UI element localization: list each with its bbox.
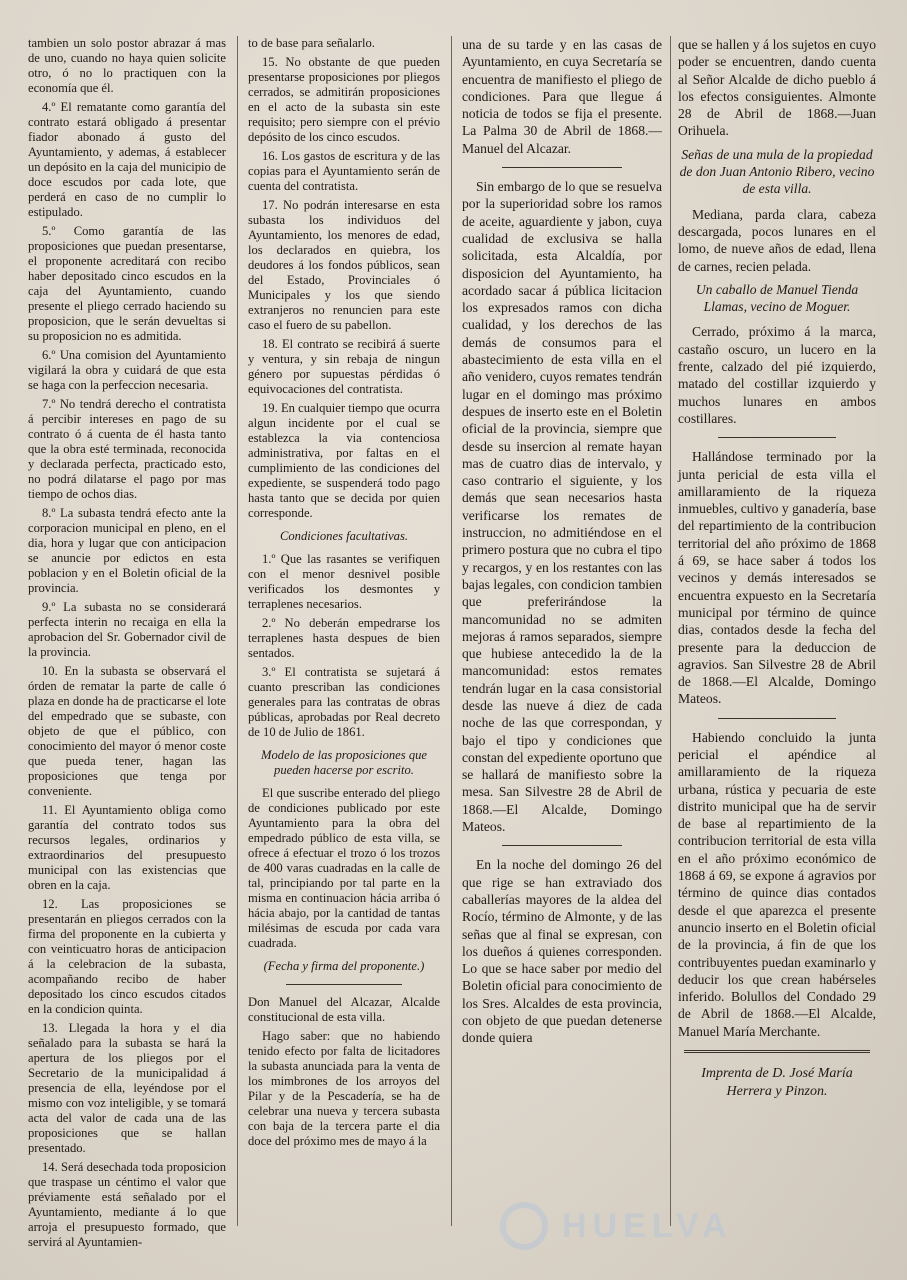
section-heading: Modelo de las proposiciones que pueden hacerse por escrito.	[260, 748, 428, 777]
article-paragraph: 5.º Como garantía de las proposiciones que puedan presentarse, el proponente acreditará con recibo haber depositado cinco escudos en la caja del Ayuntamiento, cuando presente el pliego cerrado haciendo su proposicion, que le serán devueltas si su proposicion no es admitida.	[28, 224, 226, 343]
article-paragraph: 3.º El contratista se sujetará á cuanto prescriban las condiciones generales para las contratas de obras públicas, aprobadas por Real decreto de 10 de Julio de 1861.	[248, 665, 440, 739]
article-paragraph: 11. El Ayuntamiento obliga como garantía del contrato todos sus recursos legales, ordinarios y extraordinarios del presupuesto municipal con las existencias que obren en la caja.	[28, 803, 226, 892]
column-rule	[670, 36, 671, 1226]
article-paragraph: 6.º Una comision del Ayuntamiento vigilará la obra y cuidará de que esta se haga con la perfeccion necesaria.	[28, 348, 226, 392]
article-paragraph: Hago saber: que no habiendo tenido efecto por falta de licitadores la subasta anunciada para la venta de los mimbrones de los arroyos del Pilar y de la Pescadería, se ha de celebrar una nueva y tercera subasta con baja de la tercera parte el dia doce del próximo mes de mayo á la	[248, 1029, 440, 1148]
article-paragraph: Habiendo concluido la junta pericial el apéndice al amillaramiento de la riqueza urbana, rústica y pecuaria de este distrito municipal que ha de servir de base al repartimiento de la contribucion territorial de esta villa en el año próximo económico de 1868 á 69, se expone á agravios por término de quince dias contados desde el que aparezca el presente anuncio inserto en el Boletin oficial de la provincia, á fin de que los contribuyentes puedan examinarlo y deducir los que crean habérseles inferido. Bolullos del Condado 29 de Abril de 1868.—El Alcalde, Manuel María Merchante.	[678, 729, 876, 1039]
section-separator	[718, 718, 837, 719]
article-paragraph: 12. Las proposiciones se presentarán en pliegos cerrados con la firma del proponente en la cubierta y con veinticuatro horas de anticipacion á la celebracion de la subasta, acompañando recibo de haber depositado los cinco escudos citados en la condicion quinta.	[28, 897, 226, 1016]
article-paragraph: 8.º La subasta tendrá efecto ante la corporacion municipal en pleno, en el dia, hora y lugar que con anticipacion se anuncie por edictos en esta poblacion y en el Boletin oficial de la provincia.	[28, 506, 226, 595]
article-paragraph: to de base para señalarlo.	[248, 36, 375, 50]
column-1	[28, 36, 226, 1249]
archive-watermark	[500, 1196, 830, 1256]
section-separator	[502, 167, 622, 168]
watermark-text: HUELVA	[562, 1206, 733, 1245]
article-paragraph: 17. No podrán interesarse en esta subasta los individuos del Ayuntamiento, los menores de edad, los declarados en quiebra, los deudores á los fondos públicos, sean del Estado, Provinciales ó Municipales y los que siendo extranjeros no renuncien para este caso el fuero de su pabellon.	[248, 198, 440, 332]
column-2	[248, 36, 440, 1226]
article-paragraph: En la noche del domingo 26 del que rige se han extraviado dos caballerías mayores de la aldea del Rocío, término de Almonte, y de las señas que al final se expresan, con los dueños á quienes corresponden. Lo que se hace saber por medio del Boletin oficial para conocimiento de los Sres. Alcaldes de esta provincia, con objeto de que puedan detenerse donde quiera	[462, 857, 662, 1046]
article-paragraph: 2.º No deberán empedrarse los terraplenes hasta despues de bien sentados.	[248, 616, 440, 660]
article-paragraph: Cerrado, próximo á la marca, castaño oscuro, un lucero en la frente, calzado del pié izquierdo, matado del costillar izquierdo y muchos lunares en ambos costillares.	[678, 324, 876, 426]
article-paragraph: 1.º Que las rasantes se verifiquen con el menor desnivel posible verificados los desmontes y terraplenes necesarios.	[248, 552, 440, 611]
article-paragraph: Hallándose terminado por la junta pericial de esta villa el amillaramiento de la riqueza inmuebles, cultivo y ganadería, base del repartimiento de la contribucion territorial del año próximo de 1868 á 69, se hace saber á todos los vecinos y demás interesados se encuentra expuesto en la Secretaría municipal por término de quince dias, contados desde la fecha del presente para la deduccion de agravios. San Silvestre 28 de Abril de 1868.—El Alcalde, Domingo Mateos.	[678, 449, 876, 707]
article-paragraph: 13. Llegada la hora y el dia señalado para la subasta se hará la apertura de los pliegos por el Secretario de la municipalidad á presencia de ella, leyéndose por el mismo con voz inteligible, y se tomará acta del valor de cada una de las proposiciones que se hallan presentado.	[28, 1021, 226, 1155]
article-paragraph: 19. En cualquier tiempo que ocurra algun incidente por el cual se establezca la via contenciosa administrativa, por faltas en el cumplimiento de las condiciones del expediente, se suspenderá todo pago hasta tanto que se decida por quien corresponde.	[248, 401, 440, 520]
column-rule	[237, 36, 238, 1226]
article-paragraph: tambien un solo postor abrazar á mas de uno, cuando no haya quien solicite otro, ó no lo practiquen con la economía que él.	[28, 36, 226, 95]
section-heading: Condiciones facultativas.	[279, 529, 409, 543]
article-paragraph: que se hallen y á los sujetos en cuyo poder se encuentren, dando cuenta al Señor Alcalde de dicho pueblo á los efectos consiguientes. Almonte 28 de Abril de 1868.—Juan Orihuela.	[678, 37, 876, 139]
archive-logo-icon	[500, 1202, 548, 1250]
column-4	[678, 36, 876, 1226]
section-heading: (Fecha y firma del proponente.)	[263, 959, 425, 973]
section-separator	[286, 984, 401, 985]
article-paragraph: El que suscribe enterado del pliego de condiciones publicado por este Ayuntamiento para la obra del empedrado público de esta villa, se ofrece á efectuar el trozo ó los trozos de 400 varas cuadradas en la calle de tal, principiando por tal parte en la misma en continuacion hácia arriba ó hácia abajo, por la cantidad de tantas milésimas de escuda por cada vara cuadrada.	[248, 786, 440, 950]
article-paragraph: 18. El contrato se recibirá á suerte y ventura, y sin rebaja de ningun género por supuestas pérdidas ó equivocaciones del contratista.	[248, 337, 440, 396]
article-paragraph: 14. Será desechada toda proposicion que traspase un céntimo el valor que préviamente está señalado por el Ayuntamiento, mediante á lo que arroja el presupuesto formado, que servirá al Ayuntamien-	[28, 1160, 226, 1249]
article-paragraph: 4.º El rematante como garantía del contrato estará obligado á presentar fiador abonado á gusto del Ayuntamiento, y ademas, á establecer un depósito en la caja del municipio de doce escudos por cada lote, que perderá en caso de no cumplir lo estipulado.	[28, 100, 226, 219]
article-paragraph: Don Manuel del Alcazar, Alcalde constitucional de esta villa.	[248, 995, 440, 1024]
article-paragraph: 15. No obstante de que pueden presentarse proposiciones por pliegos cerrados, se admitirán proposiciones en el acto de la subasta sin este requisito; pero siempre con el prévio depósito de los cinco escudos.	[248, 55, 440, 144]
article-paragraph: 7.º No tendrá derecho el contratista á percibir intereses en pago de su contrato ó á cuenta de él hasta tanto que la obra esté terminada, reconocida y declarada perfecta, practicado esto, no podrá dilatarse el pago por mas tiempo de ochos dias.	[28, 397, 226, 501]
article-paragraph: 9.º La subasta no se considerará perfecta interin no recaiga en ella la aprobacion del Sr. Gobernador civil de la provincia.	[28, 600, 226, 659]
column-3	[462, 36, 662, 1226]
article-paragraph: 16. Los gastos de escritura y de las copias para el Ayuntamiento serán de cuenta del contratista.	[248, 149, 440, 193]
section-heading: Señas de una mula de la propiedad de don Juan Antonio Ribero, vecino de esta villa.	[679, 146, 875, 197]
section-separator	[502, 845, 622, 846]
section-heading: Un caballo de Manuel Tienda Llamas, vecino de Moguer.	[695, 281, 859, 315]
section-separator	[684, 1050, 870, 1053]
article-paragraph: Sin embargo de lo que se resuelva por la superioridad sobre los ramos de aceite, aguardiente y jabon, cuya cualidad de exclusiva se halla solicitada, esta Alcaldía, por disposicion del Ayuntamiento, ha acordado sacar á pública licitacion los expresados ramos con dicha cualidad, y los derechos de las demás de consumos para el abastecimiento de esta villa en el año venidero, cuyos remates tendrán lugar en el domingo mas próximo despues de inserto este en el Boletin oficial de la provincia, siempre que desde su insercion al remate hayan mas de cuatro dias de intervalo, y caso contrario el siguiente, y los demás que sean necesarios hasta verificarse los remates de instruccion, no admitiéndose en el primero postura que no cubra el tipo y recargos, y en los restantes con las bajas legales, con condicion tambien que preferirándose la mancomunidad no se admiten mejoras á ramos separados, siempre que hubiese antecedido la de la mancomunidad: estos remates tendrán lugar en la casa consistorial desde las nueve á diez de cada noche de las que correspondan, y bajo el tipo y condiciones que constan del expediente oportuno que se hallará de manifiesto sobre la mesa. San Silvestre 28 de Abril de 1868.—El Alcalde, Domingo Mateos.	[462, 179, 662, 835]
article-paragraph: 10. En la subasta se observará el órden de rematar la parte de calle ó plaza en donde ha de practicarse el lote del empedrado que se subaste, con objeto de que el público, con conocimiento del mayor ó menor coste que pueda tener, hagan las proposiciones que tenga por conveniente.	[28, 664, 226, 798]
imprint-line: Imprenta de D. José María Herrera y Pinzon.	[701, 1066, 853, 1100]
column-rule	[451, 36, 452, 1226]
article-paragraph: Mediana, parda clara, cabeza descargada, pocos lunares en el lomo, de nueve años de edad, llena de carnes, recien pelada.	[678, 206, 876, 274]
article-paragraph: una de su tarde y en las casas de Ayuntamiento, en cuya Secretaría se encuentra de manifiesto el pliego de condiciones. Para que llegue á noticia de todos se fija el presente. La Palma 30 de Abril de 1868.—Manuel del Alcazar.	[462, 37, 662, 156]
section-separator	[718, 437, 837, 438]
